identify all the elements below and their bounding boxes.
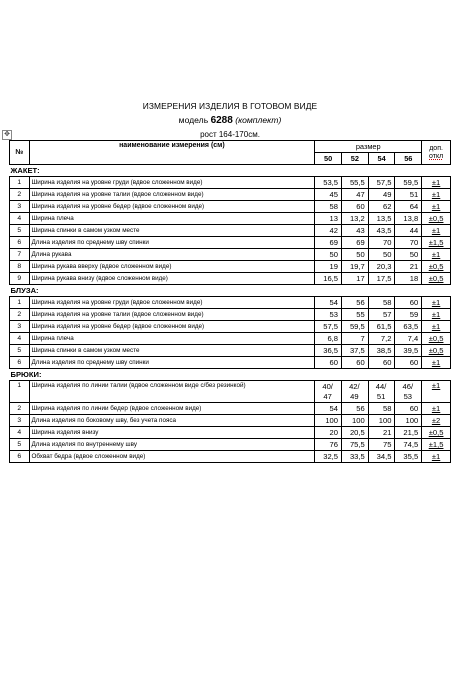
- size-value: 60: [368, 357, 395, 369]
- tolerance-value: ±0,5: [422, 261, 451, 273]
- row-number: 2: [10, 189, 30, 201]
- size-value: 13: [315, 213, 342, 225]
- section-title: ЖАКЕТ:: [10, 165, 451, 177]
- size-value: 42: [315, 225, 342, 237]
- tolerance-value: ±0,5: [422, 345, 451, 357]
- size-value: 44: [395, 225, 422, 237]
- size-value: 17: [342, 273, 369, 285]
- measurement-name: Ширина спинки в самом узком месте: [29, 225, 315, 237]
- size-value: 21: [395, 261, 422, 273]
- table-row: [10, 297, 451, 309]
- size-value: 45: [315, 189, 342, 201]
- tolerance-value: ±1: [422, 201, 451, 213]
- size-value: 18: [395, 273, 422, 285]
- measurement-name: Ширина изделия на уровне бедер (вдвое сложенном виде): [29, 201, 315, 213]
- table-row: [10, 345, 451, 357]
- size-value: 58: [315, 201, 342, 213]
- measurement-name: Ширина плеча: [29, 333, 315, 345]
- table-move-handle-icon[interactable]: ✥: [2, 130, 12, 140]
- size-value: 69: [342, 237, 369, 249]
- size-value: 74,5: [395, 439, 422, 451]
- measurement-name: Ширина изделия на уровне груди (вдвое сложенном виде): [29, 297, 315, 309]
- row-number: 2: [10, 309, 30, 321]
- size-value: 60: [342, 201, 369, 213]
- size-value: 50: [342, 249, 369, 261]
- size-value: 60: [342, 357, 369, 369]
- model-suffix: (комплект): [235, 115, 282, 125]
- tolerance-value: ±1: [422, 309, 451, 321]
- tolerance-value: ±0,5: [422, 333, 451, 345]
- table-row: [10, 273, 451, 285]
- size-value: 33,5: [342, 451, 369, 463]
- size-value: 57: [368, 309, 395, 321]
- tolerance-value: ±1: [422, 381, 451, 403]
- size-value: 49: [368, 189, 395, 201]
- table-row: [10, 357, 451, 369]
- size-value: 57,5: [315, 321, 342, 333]
- measurement-name: Обхват бедра (вдвое сложенном виде): [29, 451, 315, 463]
- col-size-header: размер: [315, 141, 422, 153]
- size-value: 60: [395, 357, 422, 369]
- row-number: 1: [10, 297, 30, 309]
- measurement-name: Ширина плеча: [29, 213, 315, 225]
- row-number: 8: [10, 261, 30, 273]
- size-value: 50: [368, 249, 395, 261]
- table-row: [10, 249, 451, 261]
- measurement-name: Длина изделия по среднему шву спинки: [29, 237, 315, 249]
- table-row: [10, 261, 451, 273]
- row-number: 6: [10, 357, 30, 369]
- measurement-name: Ширина изделия по линии бедер (вдвое сложенном виде): [29, 403, 315, 415]
- tolerance-value: ±1: [422, 249, 451, 261]
- row-number: 6: [10, 237, 30, 249]
- table-row: [10, 309, 451, 321]
- size-value: 38,5: [368, 345, 395, 357]
- size-value: 100: [315, 415, 342, 427]
- size-value: 54: [315, 297, 342, 309]
- tolerance-value: ±1: [422, 177, 451, 189]
- size-value: 44/ 51: [368, 381, 395, 403]
- size-value: 59: [395, 309, 422, 321]
- size-value: 54: [315, 403, 342, 415]
- tolerance-value: ±1: [422, 321, 451, 333]
- measurement-name: Ширина изделия на уровне груди (вдвое сложенном виде): [29, 177, 315, 189]
- document-title: ИЗМЕРЕНИЯ ИЗДЕЛИЯ В ГОТОВОМ ВИДЕ: [142, 101, 318, 111]
- size-value: 58: [368, 403, 395, 415]
- size-54: 54: [368, 153, 395, 165]
- size-value: 69: [315, 237, 342, 249]
- table-row: [10, 333, 451, 345]
- size-value: 75: [368, 439, 395, 451]
- size-value: 75,5: [342, 439, 369, 451]
- size-value: 37,5: [342, 345, 369, 357]
- size-value: 7: [342, 333, 369, 345]
- table-row: [10, 439, 451, 451]
- model-number: 6288: [210, 115, 233, 126]
- size-value: 21,5: [395, 427, 422, 439]
- tolerance-value: ±2: [422, 415, 451, 427]
- tolerance-value: ±1,5: [422, 439, 451, 451]
- size-value: 17,5: [368, 273, 395, 285]
- row-number: 4: [10, 213, 30, 225]
- tolerance-value: ±0,5: [422, 427, 451, 439]
- size-value: 63,5: [395, 321, 422, 333]
- size-value: 64: [395, 201, 422, 213]
- size-value: 100: [342, 415, 369, 427]
- size-value: 43,5: [368, 225, 395, 237]
- measurement-name: Длина изделия по среднему шву спинки: [29, 357, 315, 369]
- tolerance-value: ±0,5: [422, 213, 451, 225]
- size-value: 7,4: [395, 333, 422, 345]
- size-value: 21: [368, 427, 395, 439]
- size-value: 46/ 53: [395, 381, 422, 403]
- model-prefix: модель: [178, 115, 209, 125]
- measurements-table: [9, 140, 451, 463]
- measurement-name: Длина изделия по боковому шву, без учета пояса: [29, 415, 315, 427]
- size-value: 34,5: [368, 451, 395, 463]
- row-number: 2: [10, 403, 30, 415]
- size-50: 50: [315, 153, 342, 165]
- tolerance-value: ±1: [422, 451, 451, 463]
- table-row: [10, 201, 451, 213]
- table-row: [10, 427, 451, 439]
- size-value: 76: [315, 439, 342, 451]
- measurement-name: Ширина рукава внизу (вдвое сложенном виде): [29, 273, 315, 285]
- row-number: 7: [10, 249, 30, 261]
- size-value: 6,8: [315, 333, 342, 345]
- size-value: 20,3: [368, 261, 395, 273]
- size-value: 19: [315, 261, 342, 273]
- col-tolerance-header: [422, 141, 451, 165]
- table-row: [10, 189, 451, 201]
- row-number: 1: [10, 381, 30, 403]
- table-row: [10, 321, 451, 333]
- row-number: 6: [10, 451, 30, 463]
- size-value: 20,5: [342, 427, 369, 439]
- size-value: 60: [395, 403, 422, 415]
- col-name-header: наименование измерения (см): [29, 141, 315, 165]
- table-row: [10, 225, 451, 237]
- row-number: 5: [10, 345, 30, 357]
- size-value: 58: [368, 297, 395, 309]
- size-value: 16,5: [315, 273, 342, 285]
- row-number: 5: [10, 439, 30, 451]
- table-row: [10, 451, 451, 463]
- row-number: 9: [10, 273, 30, 285]
- size-value: 39,5: [395, 345, 422, 357]
- size-value: 59,5: [342, 321, 369, 333]
- table-row: [10, 415, 451, 427]
- size-value: 60: [395, 297, 422, 309]
- size-value: 57,5: [368, 177, 395, 189]
- size-value: 51: [395, 189, 422, 201]
- size-value: 7,2: [368, 333, 395, 345]
- tolerance-value: ±1: [422, 189, 451, 201]
- size-value: 100: [395, 415, 422, 427]
- measurement-name: Ширина рукава вверху (вдвое сложенном виде): [29, 261, 315, 273]
- size-value: 62: [368, 201, 395, 213]
- size-value: 13,5: [368, 213, 395, 225]
- size-value: 55: [342, 309, 369, 321]
- measurement-name: Ширина изделия внизу: [29, 427, 315, 439]
- section-row: [10, 369, 451, 381]
- row-number: 3: [10, 321, 30, 333]
- tolerance-value: ±1: [422, 225, 451, 237]
- tolerance-value: ±1: [422, 403, 451, 415]
- measurement-name: Длина рукава: [29, 249, 315, 261]
- size-value: 43: [342, 225, 369, 237]
- tolerance-value: ±0,5: [422, 273, 451, 285]
- tolerance-value: ±1: [422, 297, 451, 309]
- tolerance-header-line1: доп.: [429, 144, 443, 152]
- size-value: 53,5: [315, 177, 342, 189]
- size-value: 13,2: [342, 213, 369, 225]
- measurement-name: Ширина изделия по линии талии (вдвое сложенном виде с/без резинкой): [29, 381, 315, 403]
- size-value: 59,5: [395, 177, 422, 189]
- tolerance-value: ±1,5: [422, 237, 451, 249]
- size-value: 60: [315, 357, 342, 369]
- size-value: 56: [342, 403, 369, 415]
- size-value: 50: [315, 249, 342, 261]
- col-number-header: №: [10, 141, 30, 165]
- size-52: 52: [342, 153, 369, 165]
- size-value: 42/ 49: [342, 381, 369, 403]
- row-number: 5: [10, 225, 30, 237]
- size-value: 19,7: [342, 261, 369, 273]
- table-row: [10, 403, 451, 415]
- measurement-name: Ширина спинки в самом узком месте: [29, 345, 315, 357]
- table-row: [10, 381, 451, 403]
- row-number: 4: [10, 333, 30, 345]
- row-number: 4: [10, 427, 30, 439]
- size-value: 47: [342, 189, 369, 201]
- size-value: 35,5: [395, 451, 422, 463]
- size-value: 36,5: [315, 345, 342, 357]
- size-value: 100: [368, 415, 395, 427]
- size-value: 13,8: [395, 213, 422, 225]
- size-value: 70: [395, 237, 422, 249]
- measurement-name: Ширина изделия на уровне бедер (вдвое сложенном виде): [29, 321, 315, 333]
- size-value: 56: [342, 297, 369, 309]
- section-title: БРЮКИ:: [10, 369, 451, 381]
- section-row: [10, 285, 451, 297]
- height-range: рост 164-170см.: [200, 130, 260, 139]
- row-number: 1: [10, 177, 30, 189]
- size-value: 40/ 47: [315, 381, 342, 403]
- size-value: 20: [315, 427, 342, 439]
- model-line: [0, 115, 460, 126]
- table-row: [10, 177, 451, 189]
- size-value: 70: [368, 237, 395, 249]
- tolerance-value: ±1: [422, 357, 451, 369]
- size-value: 53: [315, 309, 342, 321]
- table-row: [10, 213, 451, 225]
- measurement-name: Ширина изделия на уровне талии (вдвое сложенном виде): [29, 189, 315, 201]
- size-value: 61,5: [368, 321, 395, 333]
- measurement-name: Длина изделия по внутреннему шву: [29, 439, 315, 451]
- size-56: 56: [395, 153, 422, 165]
- size-value: 55,5: [342, 177, 369, 189]
- section-title: БЛУЗА:: [10, 285, 451, 297]
- size-value: 32,5: [315, 451, 342, 463]
- tolerance-header-line2: откл: [429, 152, 444, 160]
- table-row: [10, 237, 451, 249]
- row-number: 3: [10, 201, 30, 213]
- size-value: 50: [395, 249, 422, 261]
- section-row: [10, 165, 451, 177]
- row-number: 3: [10, 415, 30, 427]
- header-row-1: [10, 141, 451, 153]
- measurement-name: Ширина изделия на уровне талии (вдвое сложенном виде): [29, 309, 315, 321]
